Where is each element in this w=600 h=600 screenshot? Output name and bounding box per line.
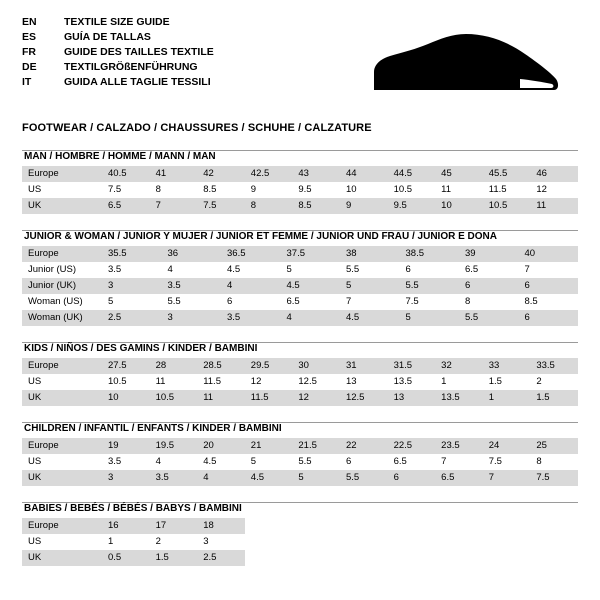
cell: 10.5 bbox=[150, 390, 198, 406]
cell: 10.5 bbox=[388, 182, 436, 198]
cell: 42.5 bbox=[245, 166, 293, 182]
cell: 3.5 bbox=[162, 278, 222, 294]
cell: 5.5 bbox=[162, 294, 222, 310]
table-row bbox=[22, 262, 578, 278]
cell-empty bbox=[340, 534, 388, 550]
group-label: JUNIOR & WOMAN / JUNIOR Y MUJER / JUNIOR ET FEMME / JUNIOR UND FRAU / JUNIOR E DONA bbox=[24, 231, 498, 242]
cell: 4.5 bbox=[281, 278, 341, 294]
cell: 6 bbox=[400, 262, 460, 278]
cell: 7 bbox=[435, 454, 483, 470]
row-label: US bbox=[22, 182, 102, 198]
cell: 6 bbox=[340, 454, 388, 470]
language-code: FR bbox=[22, 46, 36, 58]
cell: 1.5 bbox=[530, 390, 578, 406]
cell: 38 bbox=[340, 246, 400, 262]
cell: 46 bbox=[530, 166, 578, 182]
cell: 11 bbox=[530, 198, 578, 214]
language-row bbox=[22, 16, 214, 31]
cell-empty bbox=[340, 518, 388, 534]
cell-empty bbox=[530, 518, 578, 534]
cell: 10 bbox=[340, 182, 388, 198]
language-row bbox=[22, 61, 214, 76]
cell: 21 bbox=[245, 438, 293, 454]
group-label: CHILDREN / INFANTIL / ENFANTS / KINDER / BAMBINI bbox=[24, 423, 282, 434]
cell: 12 bbox=[292, 390, 340, 406]
cell: 7.5 bbox=[400, 294, 460, 310]
cell: 40 bbox=[519, 246, 579, 262]
cell: 3.5 bbox=[150, 470, 198, 486]
cell: 12.5 bbox=[340, 390, 388, 406]
cell: 23.5 bbox=[435, 438, 483, 454]
table-row bbox=[22, 182, 578, 198]
cell: 27.5 bbox=[102, 358, 150, 374]
language-code: IT bbox=[22, 76, 32, 88]
table-row bbox=[22, 518, 578, 534]
cell: 13 bbox=[388, 390, 436, 406]
cell: 1 bbox=[483, 390, 531, 406]
table-row bbox=[22, 198, 578, 214]
size-group-kids bbox=[22, 342, 578, 406]
cell: 6.5 bbox=[281, 294, 341, 310]
size-table bbox=[22, 358, 578, 406]
language-row bbox=[22, 46, 214, 61]
table-row bbox=[22, 390, 578, 406]
cell: 24 bbox=[483, 438, 531, 454]
cell: 5 bbox=[292, 470, 340, 486]
group-label: KIDS / NIÑOS / DES GAMINS / KINDER / BAMBINI bbox=[24, 343, 258, 354]
cell: 5.5 bbox=[400, 278, 460, 294]
cell: 3.5 bbox=[102, 454, 150, 470]
cell: 21.5 bbox=[292, 438, 340, 454]
language-code: DE bbox=[22, 61, 37, 73]
group-label: BABIES / BEBÉS / BÉBÉS / BABYS / BAMBINI bbox=[24, 503, 242, 514]
cell: 6.5 bbox=[102, 198, 150, 214]
row-label: US bbox=[22, 374, 102, 390]
cell: 19 bbox=[102, 438, 150, 454]
cell-empty bbox=[483, 534, 531, 550]
language-code: ES bbox=[22, 31, 37, 43]
cell: 7.5 bbox=[483, 454, 531, 470]
cell: 44.5 bbox=[388, 166, 436, 182]
cell: 5 bbox=[245, 454, 293, 470]
cell: 5.5 bbox=[292, 454, 340, 470]
cell: 16 bbox=[102, 518, 150, 534]
language-title: GUÍA DE TALLAS bbox=[64, 31, 151, 43]
cell: 5.5 bbox=[340, 262, 400, 278]
cell: 25 bbox=[530, 438, 578, 454]
row-label: Woman (UK) bbox=[22, 310, 102, 326]
cell: 10.5 bbox=[102, 374, 150, 390]
cell: 4.5 bbox=[340, 310, 400, 326]
cell: 32 bbox=[435, 358, 483, 374]
cell: 7 bbox=[340, 294, 400, 310]
cell: 3 bbox=[197, 534, 245, 550]
cell: 9.5 bbox=[388, 198, 436, 214]
cell-empty bbox=[435, 534, 483, 550]
cell-empty bbox=[292, 534, 340, 550]
cell: 10.5 bbox=[483, 198, 531, 214]
cell: 5 bbox=[340, 278, 400, 294]
language-title: GUIDA ALLE TAGLIE TESSILI bbox=[64, 76, 211, 88]
size-table bbox=[22, 246, 578, 326]
cell: 8 bbox=[459, 294, 519, 310]
row-label: Europe bbox=[22, 246, 102, 262]
cell: 11 bbox=[197, 390, 245, 406]
cell: 9.5 bbox=[292, 182, 340, 198]
cell: 3 bbox=[162, 310, 222, 326]
cell: 8 bbox=[530, 454, 578, 470]
cell: 1 bbox=[435, 374, 483, 390]
cell: 45 bbox=[435, 166, 483, 182]
cell: 31 bbox=[340, 358, 388, 374]
language-title: TEXTILGRÖßENFÜHRUNG bbox=[64, 61, 198, 73]
cell: 7.5 bbox=[197, 198, 245, 214]
cell: 4 bbox=[197, 470, 245, 486]
cell: 20 bbox=[197, 438, 245, 454]
cell: 40.5 bbox=[102, 166, 150, 182]
cell: 45.5 bbox=[483, 166, 531, 182]
cell: 2 bbox=[150, 534, 198, 550]
group-label: MAN / HOMBRE / HOMME / MANN / MAN bbox=[24, 151, 216, 162]
cell: 1.5 bbox=[150, 550, 198, 566]
cell: 42 bbox=[197, 166, 245, 182]
cell: 6.5 bbox=[388, 454, 436, 470]
cell: 4.5 bbox=[197, 454, 245, 470]
cell-empty bbox=[435, 518, 483, 534]
cell: 9 bbox=[340, 198, 388, 214]
cell: 12 bbox=[530, 182, 578, 198]
table-row bbox=[22, 358, 578, 374]
language-code: EN bbox=[22, 16, 37, 28]
size-group-babies bbox=[22, 502, 578, 566]
cell: 37.5 bbox=[281, 246, 341, 262]
row-label: US bbox=[22, 534, 102, 550]
row-label: UK bbox=[22, 198, 102, 214]
cell-empty bbox=[245, 550, 293, 566]
table-row bbox=[22, 374, 578, 390]
cell: 28 bbox=[150, 358, 198, 374]
language-title: TEXTILE SIZE GUIDE bbox=[64, 16, 170, 28]
cell: 28.5 bbox=[197, 358, 245, 374]
table-row bbox=[22, 550, 578, 566]
size-group-children bbox=[22, 422, 578, 486]
table-row bbox=[22, 310, 578, 326]
row-label: Europe bbox=[22, 166, 102, 182]
cell: 41 bbox=[150, 166, 198, 182]
cell: 11.5 bbox=[197, 374, 245, 390]
row-label: US bbox=[22, 454, 102, 470]
cell-empty bbox=[245, 518, 293, 534]
cell: 1.5 bbox=[483, 374, 531, 390]
cell: 44 bbox=[340, 166, 388, 182]
cell: 5.5 bbox=[340, 470, 388, 486]
cell-empty bbox=[483, 518, 531, 534]
language-row bbox=[22, 76, 214, 91]
cell: 0.5 bbox=[102, 550, 150, 566]
size-group-man bbox=[22, 150, 578, 214]
cell: 6 bbox=[459, 278, 519, 294]
cell: 3 bbox=[102, 470, 150, 486]
cell: 7.5 bbox=[102, 182, 150, 198]
cell: 2.5 bbox=[102, 310, 162, 326]
cell: 6.5 bbox=[459, 262, 519, 278]
cell: 33 bbox=[483, 358, 531, 374]
cell: 7 bbox=[519, 262, 579, 278]
table-row bbox=[22, 278, 578, 294]
cell: 13.5 bbox=[388, 374, 436, 390]
cell: 7 bbox=[150, 198, 198, 214]
table-row bbox=[22, 470, 578, 486]
row-label: Junior (UK) bbox=[22, 278, 102, 294]
table-row bbox=[22, 438, 578, 454]
language-title-list bbox=[22, 16, 214, 91]
cell: 2 bbox=[530, 374, 578, 390]
cell: 11.5 bbox=[245, 390, 293, 406]
cell: 10 bbox=[102, 390, 150, 406]
cell-empty bbox=[388, 550, 436, 566]
cell-empty bbox=[435, 550, 483, 566]
row-label: Europe bbox=[22, 438, 102, 454]
cell: 3.5 bbox=[102, 262, 162, 278]
cell: 13.5 bbox=[435, 390, 483, 406]
cell: 5.5 bbox=[459, 310, 519, 326]
cell: 10 bbox=[435, 198, 483, 214]
cell-empty bbox=[245, 534, 293, 550]
cell: 9 bbox=[245, 182, 293, 198]
row-label: Europe bbox=[22, 358, 102, 374]
cell: 8.5 bbox=[292, 198, 340, 214]
cell: 11 bbox=[150, 374, 198, 390]
cell-empty bbox=[292, 550, 340, 566]
cell: 6 bbox=[519, 310, 579, 326]
cell: 7 bbox=[483, 470, 531, 486]
cell: 4 bbox=[162, 262, 222, 278]
cell: 7.5 bbox=[530, 470, 578, 486]
cell: 1 bbox=[102, 534, 150, 550]
table-row bbox=[22, 534, 578, 550]
cell: 11 bbox=[435, 182, 483, 198]
cell-empty bbox=[530, 534, 578, 550]
cell: 4 bbox=[150, 454, 198, 470]
cell: 13 bbox=[340, 374, 388, 390]
cell: 29.5 bbox=[245, 358, 293, 374]
cell: 6 bbox=[519, 278, 579, 294]
size-table bbox=[22, 518, 578, 566]
cell: 43 bbox=[292, 166, 340, 182]
cell: 3 bbox=[102, 278, 162, 294]
cell: 18 bbox=[197, 518, 245, 534]
row-label: UK bbox=[22, 390, 102, 406]
table-row bbox=[22, 166, 578, 182]
cell: 3.5 bbox=[221, 310, 281, 326]
cell: 31.5 bbox=[388, 358, 436, 374]
cell-empty bbox=[388, 518, 436, 534]
language-title: GUIDE DES TAILLES TEXTILE bbox=[64, 46, 214, 58]
cell-empty bbox=[388, 534, 436, 550]
table-row bbox=[22, 454, 578, 470]
size-table bbox=[22, 438, 578, 486]
cell: 8.5 bbox=[519, 294, 579, 310]
cell: 4.5 bbox=[245, 470, 293, 486]
cell: 5 bbox=[281, 262, 341, 278]
document-header bbox=[22, 16, 578, 106]
row-label: Junior (US) bbox=[22, 262, 102, 278]
cell-empty bbox=[483, 550, 531, 566]
cell-empty bbox=[530, 550, 578, 566]
cell: 12.5 bbox=[292, 374, 340, 390]
table-row bbox=[22, 294, 578, 310]
cell: 6.5 bbox=[435, 470, 483, 486]
cell: 12 bbox=[245, 374, 293, 390]
cell: 38.5 bbox=[400, 246, 460, 262]
cell: 8 bbox=[245, 198, 293, 214]
cell: 22.5 bbox=[388, 438, 436, 454]
category-title: FOOTWEAR / CALZADO / CHAUSSURES / SCHUHE / CALZATURE bbox=[22, 122, 372, 134]
cell: 19.5 bbox=[150, 438, 198, 454]
cell: 8 bbox=[150, 182, 198, 198]
cell: 11.5 bbox=[483, 182, 531, 198]
cell: 8.5 bbox=[197, 182, 245, 198]
cell: 4 bbox=[281, 310, 341, 326]
size-table bbox=[22, 166, 578, 214]
cell: 17 bbox=[150, 518, 198, 534]
cell: 6 bbox=[221, 294, 281, 310]
cell: 35.5 bbox=[102, 246, 162, 262]
cell: 6 bbox=[388, 470, 436, 486]
row-label: Europe bbox=[22, 518, 102, 534]
cell: 2.5 bbox=[197, 550, 245, 566]
cell: 5 bbox=[102, 294, 162, 310]
cell: 36.5 bbox=[221, 246, 281, 262]
cell: 4.5 bbox=[221, 262, 281, 278]
table-row bbox=[22, 246, 578, 262]
row-label: UK bbox=[22, 550, 102, 566]
cell: 30 bbox=[292, 358, 340, 374]
cell: 39 bbox=[459, 246, 519, 262]
dress-shoe-icon bbox=[370, 32, 560, 102]
cell: 5 bbox=[400, 310, 460, 326]
cell: 33.5 bbox=[530, 358, 578, 374]
cell-empty bbox=[340, 550, 388, 566]
cell: 36 bbox=[162, 246, 222, 262]
cell: 22 bbox=[340, 438, 388, 454]
row-label: UK bbox=[22, 470, 102, 486]
cell-empty bbox=[292, 518, 340, 534]
size-group-junior-woman bbox=[22, 230, 578, 326]
row-label: Woman (US) bbox=[22, 294, 102, 310]
language-row bbox=[22, 31, 214, 46]
cell: 4 bbox=[221, 278, 281, 294]
